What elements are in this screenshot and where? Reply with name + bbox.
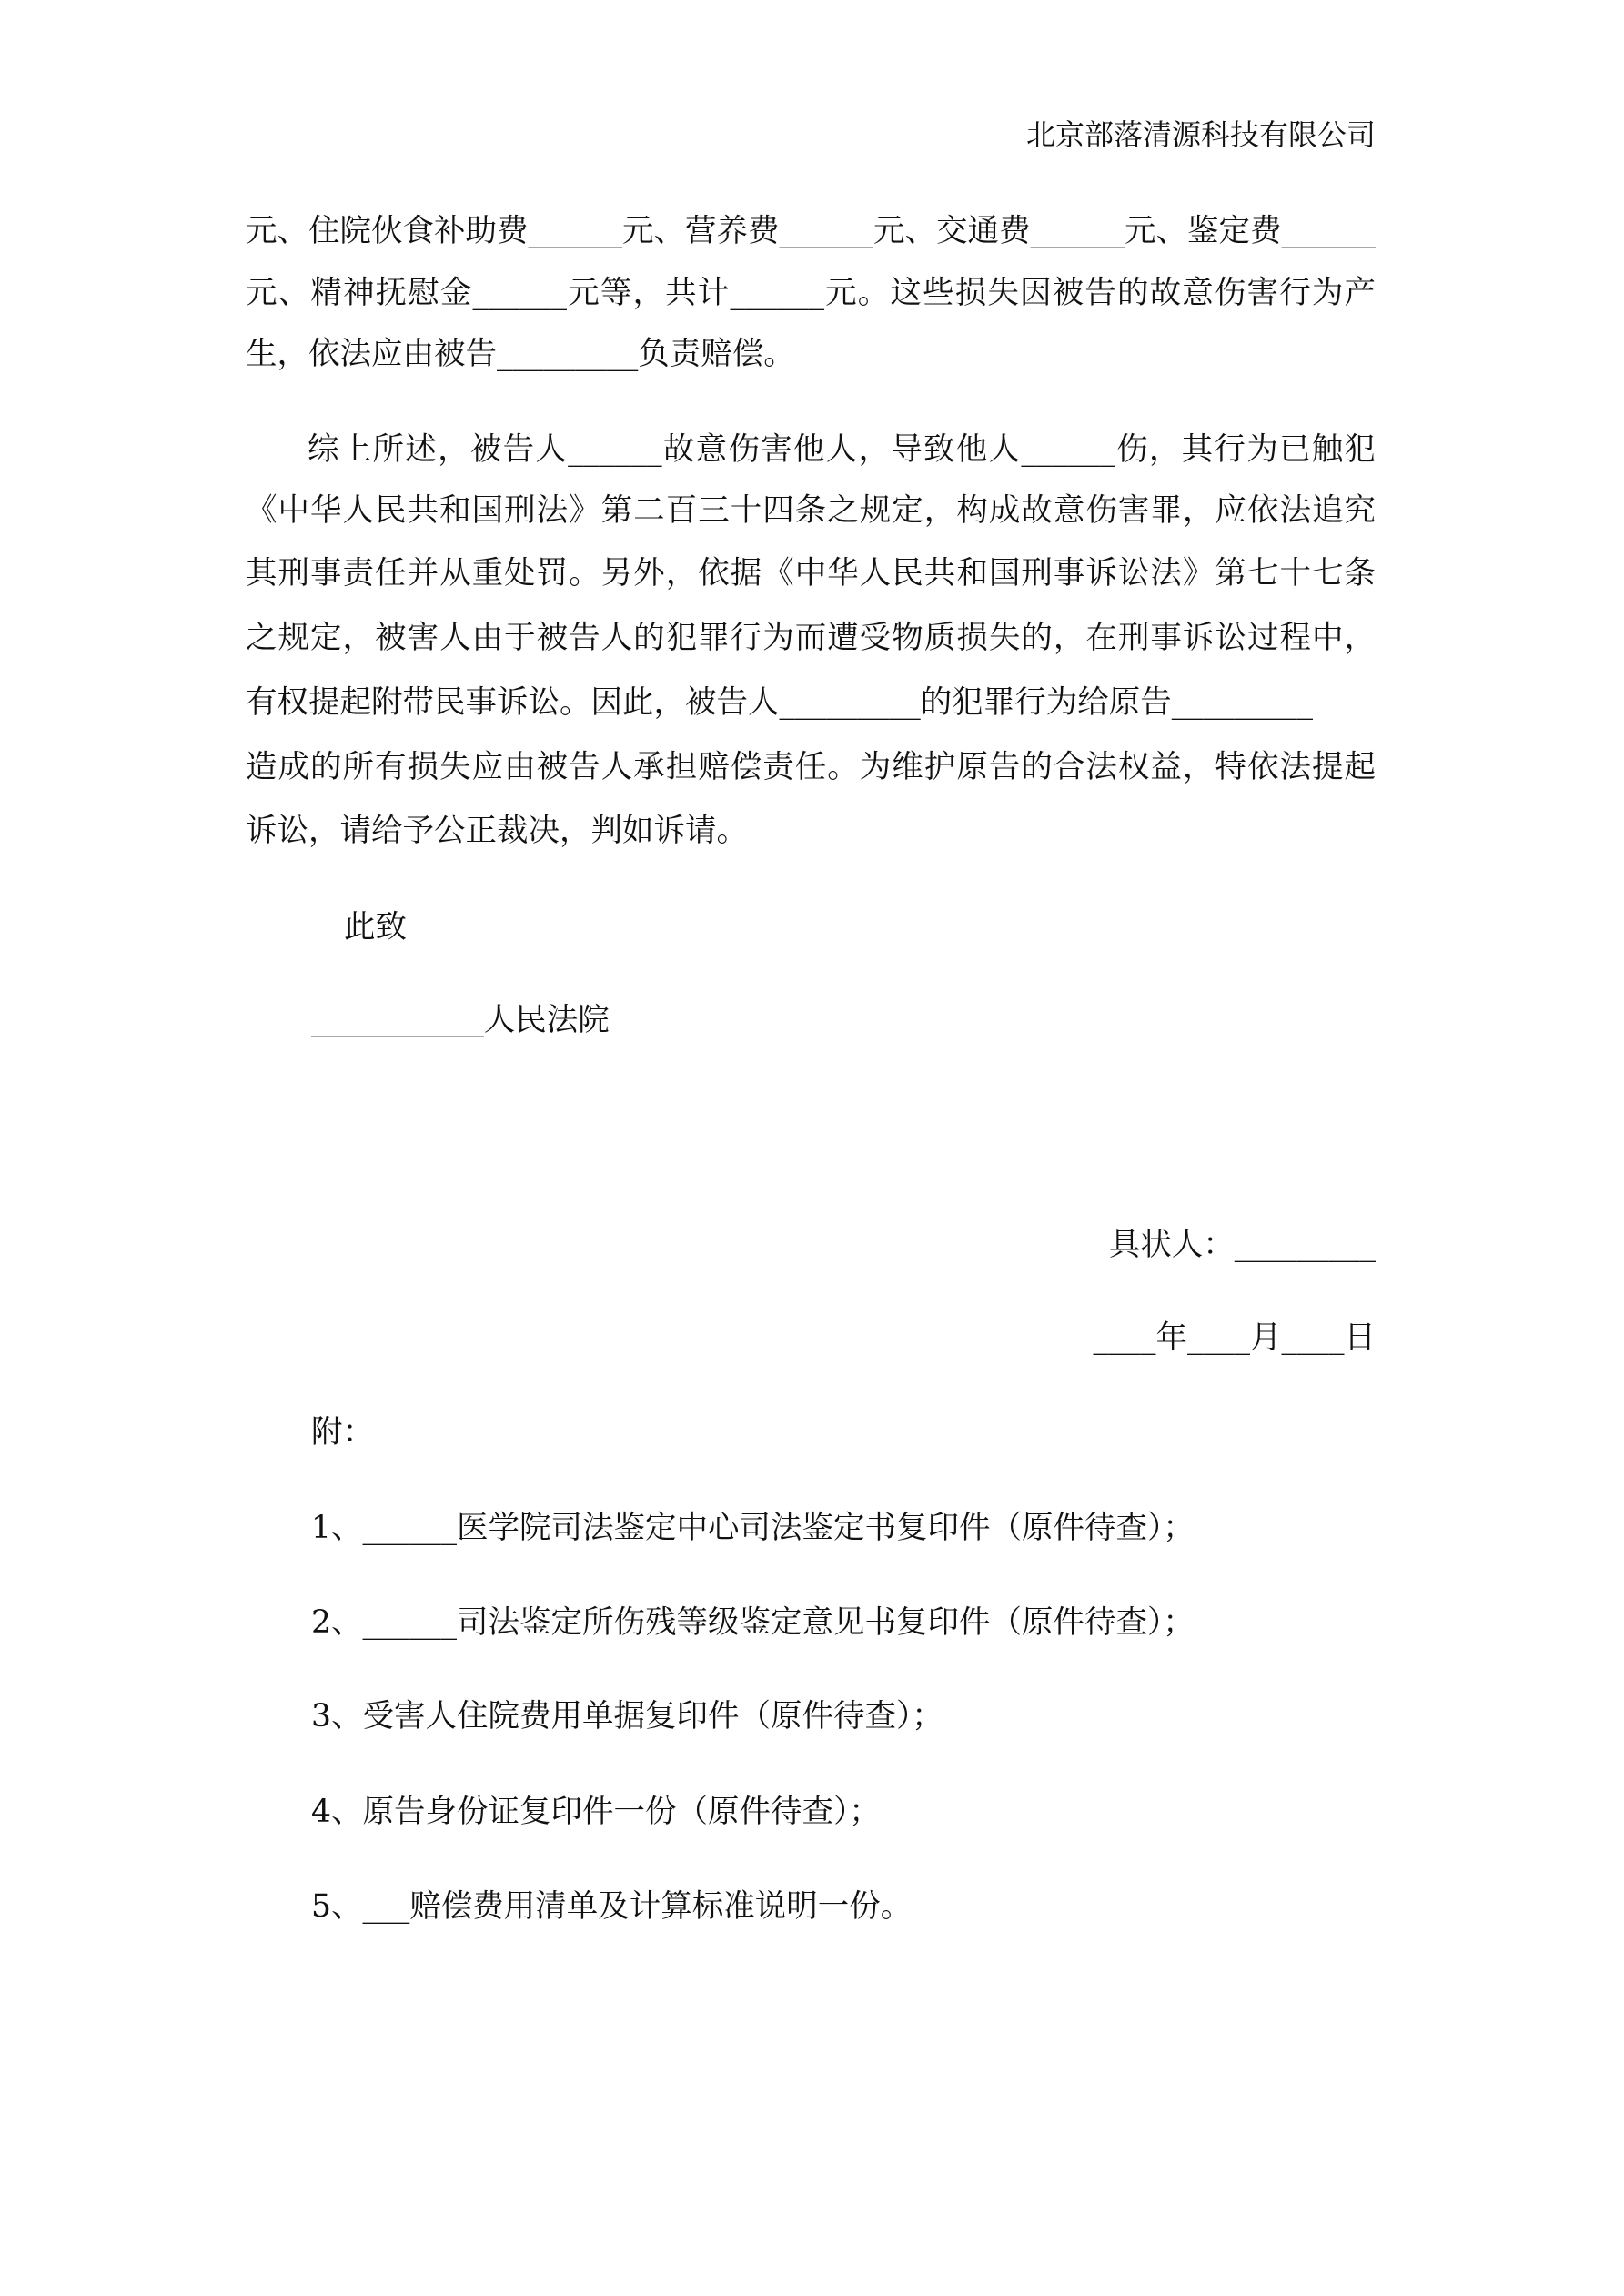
text-line: 有权提起附带民事诉讼。因此，被告人_________的犯罪行为给原告_________ [246,684,1313,721]
text-line: 造成的所有损失应由被告人承担赔偿责任。为维护原告的合法权益，特依法提起 [246,749,1376,785]
attachment-item: 5、___赔偿费用清单及计算标准说明一份。 [311,1888,913,1925]
text-line: 生，依法应由被告_________负责赔偿。 [246,336,795,372]
text-line: 元、精神抚慰金______元等，共计______元。这些损失因被告的故意伤害行为产 [246,275,1376,311]
company-header: 北京部落清源科技有限公司 [1025,117,1376,152]
text-line: 之规定，被害人由于被告人的犯罪行为而遭受物质损失的，在刑事诉讼过程中， [246,620,1376,656]
text-line: 其刑事责任并从重处罚。另外，依据《中华人民共和国刑事诉讼法》第七十七条 [246,555,1376,592]
signer-line: 具状人：_________ [1108,1227,1376,1263]
attachment-item: 3、受害人住院费用单据复印件（原件待查）； [311,1698,943,1735]
attachments-label: 附： [311,1414,374,1451]
attachment-item: 2、______司法鉴定所伤残等级鉴定意见书复印件（原件待查）； [311,1604,1195,1641]
text-line: 诉讼，请给予公正裁决，判如诉请。 [246,813,748,849]
greeting: 此致 [344,909,407,946]
text-line: 《中华人民共和国刑法》第二百三十四条之规定，构成故意伤害罪，应依法追究 [246,492,1376,529]
text-line: 元、住院伙食补助费______元、营养费______元、交通费______元、鉴定费______ [246,213,1376,249]
attachment-item: 1、______医学院司法鉴定中心司法鉴定书复印件（原件待查）； [311,1510,1195,1546]
text-line: 综上所述，被告人______故意伤害他人，导致他人______伤，其行为已触犯 [308,431,1376,468]
court-name: ___________人民法院 [311,1002,610,1038]
attachment-item: 4、原告身份证复印件一份（原件待查）； [311,1794,881,1830]
date-line: ____年____月____日 [1093,1320,1376,1356]
